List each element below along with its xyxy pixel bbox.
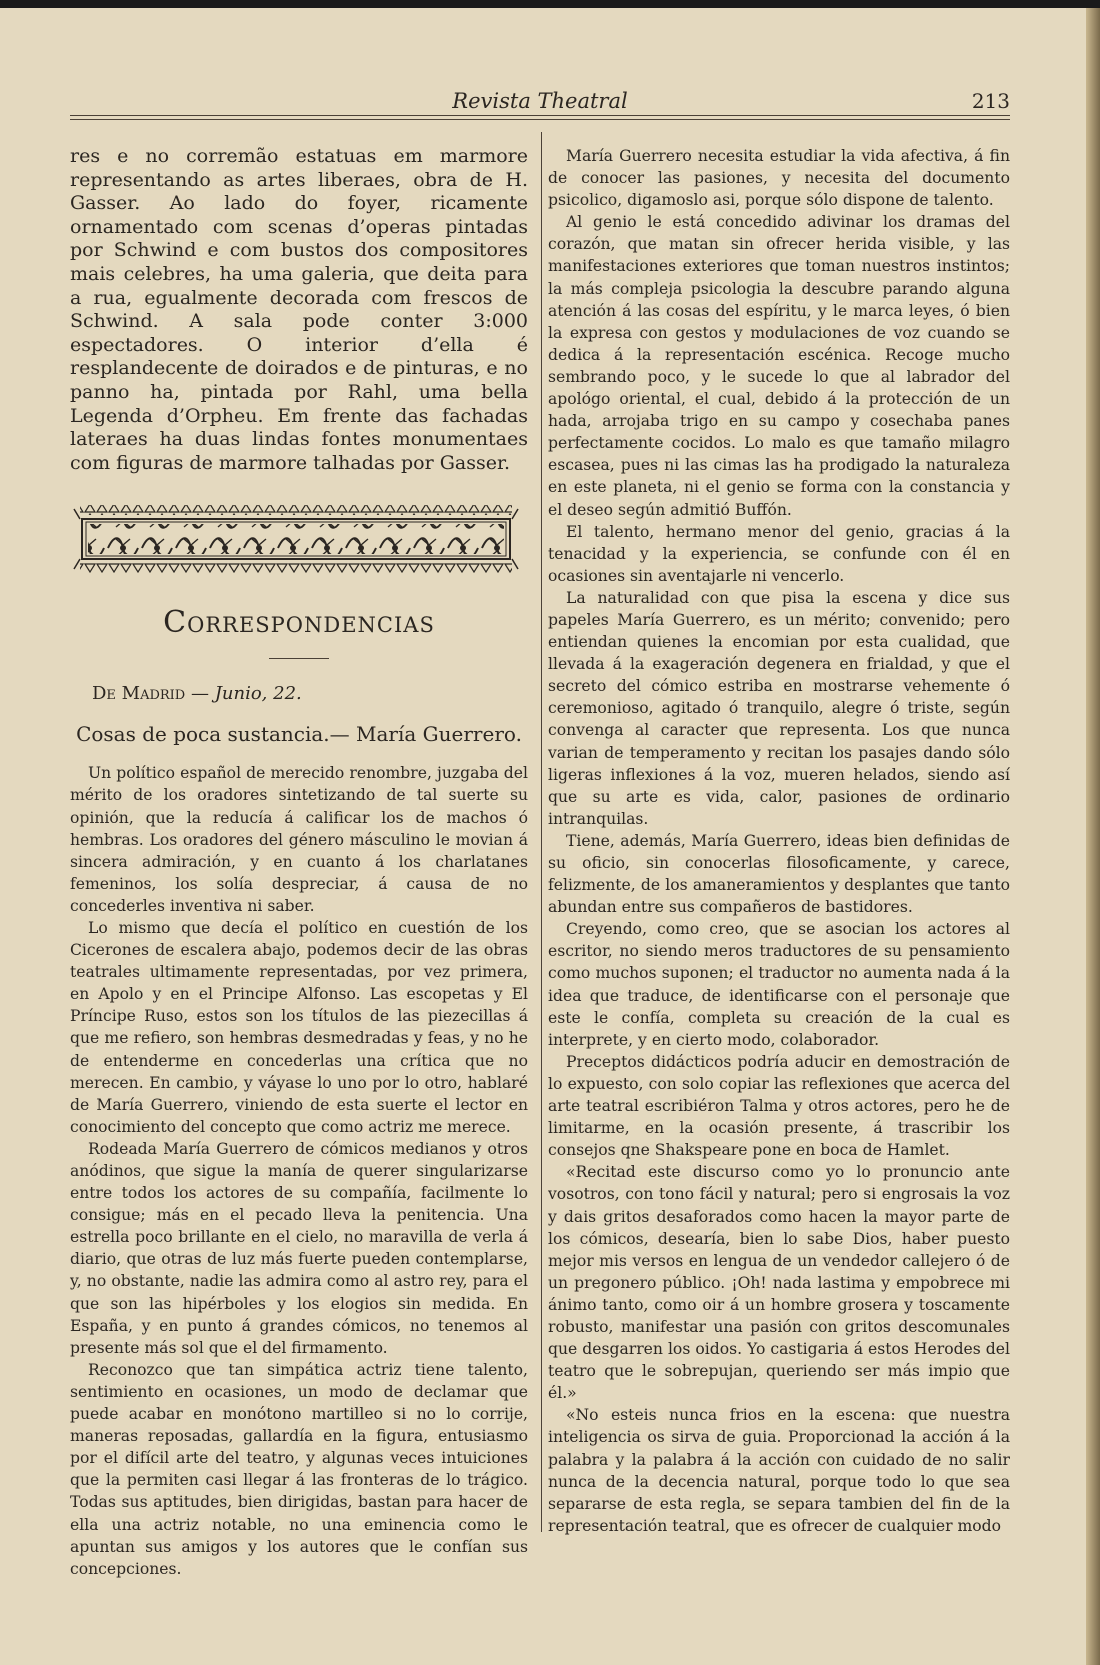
dateline-separator: — — [185, 683, 215, 705]
right-paragraph-9: «No esteis nunca frios en la escena: que nuestra inteligencia os sirva de guia. Proporcionad la acción á la palabra y la palabra á la acción con cuidado de no salir nunca de la decencia natural, porque todo lo que sea separarse de esta regla, se separa tambien del fin de la representación teatral, que es ofrecer de cualquier modo — [548, 1406, 1010, 1535]
header-rule-double — [70, 119, 1010, 120]
running-title: Revista Theatral — [452, 89, 628, 113]
dateline-place: De Madrid — [92, 683, 186, 705]
right-paragraph-6: Creyendo, como creo, que se asocian los actores al escritor, no siendo meros traductores de su pensamiento como muchos suponen; el traductor no aumenta nada á la idea que traduce, de identificarse con el personaje que este le confía, completa su creación de la cual es interprete, y en cierto modo, colaborador. — [548, 920, 1010, 1049]
left-paragraph-1: Un político español de merecido renombre, juzgaba del mérito de los oradores sintetizando de tal suerte su opinión, que la reducía á calificar los de machos ó hembras. Los oradores del género másculino le movian á sincera admiración, y en cuanto á los charlatanes femeninos, los solía despreciar, á causa de no concederles inventiva ni saber. — [70, 764, 528, 915]
article-subhead: Cosas de poca sustancia.— María Guerrero. — [76, 722, 522, 747]
right-paragraph-8: «Recitad este discurso como yo lo pronuncio ante vosotros, con tono fácil y natural; pero si engrosais la voz y dais gritos desaforados como hacen la mayor parte de los cómicos, desearía, bien lo sabe Dios, haber puesto mejor mis versos en lengua de un vendedor callejero ó de un pregonero público. ¡Oh! nada lastima y empobrece mi ánimo tanto, como oir á un hombre grosera y toscamente robusto, manifestar una pasión con gritos descomunales que desgarren los oidos. Yo castigaria á estos Herodes del teatro que le sobrepujan, queriendo ser más impio que él.» — [548, 1163, 1010, 1403]
right-column — [548, 145, 1010, 1537]
dateline — [92, 683, 528, 704]
left-paragraph-2: Lo mismo que decía el político en cuestión de los Cicerones de escalera abajo, podemos decir de las obras teatrales ultimamente representadas, por vez primera, en Apolo y en el Principe Alfonso. Las escopetas y El Príncipe Ruso, estos son los títulos de las piezecillas á que me refiero, son hembras desmedradas y feas, y no he de entenderme en concederlas una crítica que no merecen. En cambio, y váyase lo uno por lo otro, hablaré de María Guerrero, viniendo de esta suerte el lector en conocimiento del concepto que como actriz me merece. — [70, 918, 528, 1136]
right-paragraph-4: La naturalidad con que pisa la escena y dice sus papeles María Guerrero, es un mérito; convenido; pero entiendan quienes la encomian por esta cualidad, que llevada á la exageración degenera en frialdad, y que el secreto del cómico estriba en mostrarse vehemente ó ceremonioso, agitado ó tranquilo, alegre ó triste, según convenga al caracter que representa. Los que nunca varian de temperamento y recitan los pasajes dando sólo ligeras inflexiones á la voz, mueren helados, siendo así que su arte es vida, calor, pasiones de ordinario intranquilas. — [548, 588, 1010, 828]
section-title: Correspondencias — [163, 605, 435, 641]
left-column — [70, 145, 528, 1580]
left-paragraph-3: Rodeada María Guerrero de cómicos medianos y otros anódinos, que sigue la manía de querer singularizarse entre todos los actores de su compañía, facilmente lo consigue; más en el pecado lleva la penitencia. Una estrella poco brillante en el cielo, no maravilla de verla á diario, que otras de luz más fuerte pueden contemplarse, y, no obstante, nadie las admira como al astro rey, para el que son las hipérboles y los elogios sin medida. En España, y en punto á grandes cómicos, no tenemos al presente más sol que el del firmamento. — [70, 1139, 528, 1357]
right-paragraph-2: Al genio le está concedido adivinar los dramas del corazón, que matan sin ofrecer herida visible, y las manifestaciones exteriores que toman nuestros instintos; la más compleja psicologia la descubre parando alguna atención á las cosas del espíritu, y le marca leyes, ó bien la expresa con gestos y modulaciones de voz cuando se dedica á la representación escénica. Recoge mucho sembrando poco, y le sucede lo que al labrador del apológo oriental, el cual, debido á la protección de un hada, arrojaba trigo en su campo y cosechaba panes perfectamente cocidos. Lo malo es que tamaño milagro escasea, pues ni las cimas las ha prodigado la naturaleza en este planeta, ni el genio se forma con la constancia y el deseo según admitió Buffón. — [548, 213, 1010, 519]
page-number: 213 — [971, 89, 1010, 113]
intro-paragraph: res e no corremão estatuas em marmore representando as artes liberaes, obra de H. Gasser. Ao lado do foyer, ricamente ornamentado com scenas d’operas pintadas por Schwind e com bustos dos compositores mais celebres, ha uma galeria, que deita para a rua, egualmente decorada com frescos de Schwind. A sala pode conter 3:000 espectadores. O interior d’ella é resplandecente de doirados e de pinturas, e no panno ha, pintada por Rahl, uma bella Legenda d’Orpheu. Em frente das fachadas lateraes ha duas lindas fontes monumentaes com figuras de marmore talhadas por Gasser. — [70, 145, 528, 474]
dateline-date: Junio, 22. — [214, 683, 302, 705]
running-head — [70, 83, 1010, 123]
title-rule — [269, 658, 329, 659]
right-paragraph-1: María Guerrero necesita estudiar la vida afectiva, á fin de conocer las pasiones, y necesita del documento psicolico, digamoslo asi, porque sólo dispone de talento. — [548, 147, 1010, 210]
right-paragraph-3: El talento, hermano menor del genio, gracias á la tenacidad y la experiencia, se confunde con él en ocasiones sin aventajarle ni vencerlo. — [548, 522, 1010, 585]
right-paragraph-7: Preceptos didácticos podría aducir en demostración de lo expuesto, con solo copiar las reflexiones que acerca del arte teatral escribiéron Talma y otros actores, pero he de limitarme, en la ocasión presente, á trascribir los consejos qne Shakspeare pone en boca de Hamlet. — [548, 1052, 1010, 1160]
column-divider — [541, 132, 542, 1532]
left-paragraph-4: Reconozco que tan simpática actriz tiene talento, sentimiento en ocasiones, un modo de declamar que puede acabar en monótono martilleo si no lo corrije, maneras reposadas, gallardía en la figura, entusiasmo por el difícil arte del teatro, y algunas veces intuiciones que la permiten casi llegar á las fronteras de lo trágico. Todas sus aptitudes, bien dirigidas, bastan para hacer de ella una actriz notable, no una eminencia como le apuntan sus amigos y los autores que le confían sus concepciones. — [70, 1360, 528, 1578]
magazine-page — [0, 8, 1100, 1665]
header-rule — [70, 115, 1010, 116]
ornamental-border-icon — [72, 503, 520, 575]
right-paragraph-5: Tiene, además, María Guerrero, ideas bien definidas de su oficio, sin conocerlas filosoficamente, y carece, felizmente, de los amaneramientos y desplantes que tanto abundan entre sus compañeros de bastidores. — [548, 831, 1010, 917]
